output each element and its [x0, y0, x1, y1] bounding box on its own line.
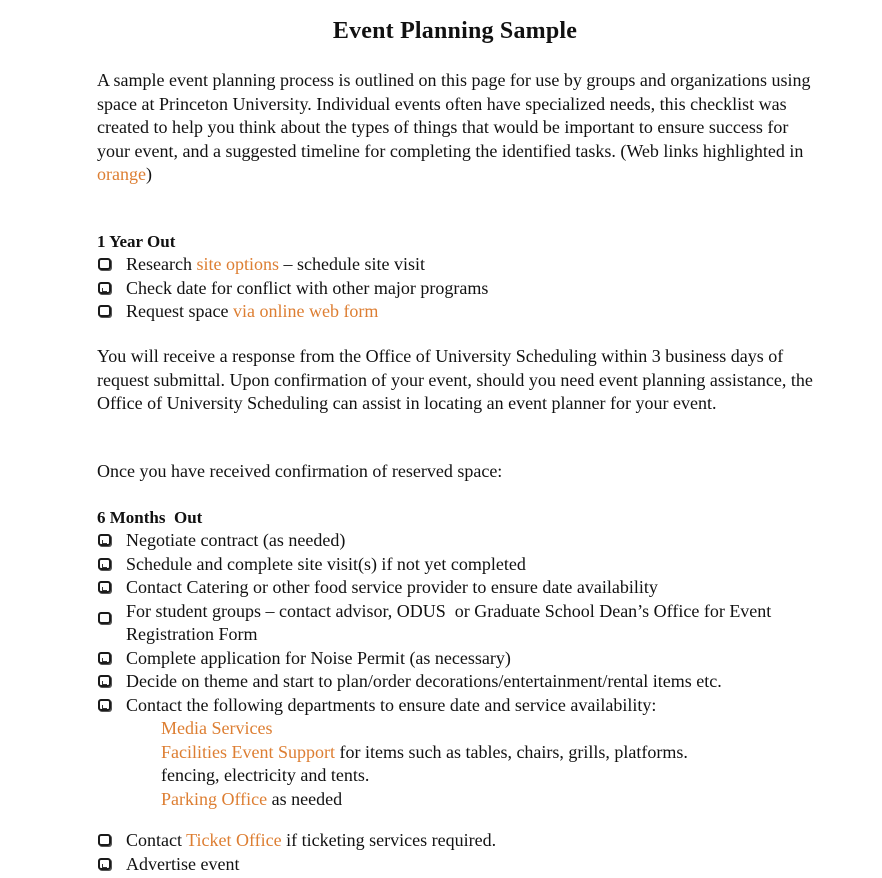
- checkbox-checked-icon[interactable]: [98, 675, 111, 687]
- checklist-item: [97, 829, 817, 853]
- intro-paragraph: [97, 69, 817, 187]
- checklist-item: [97, 529, 817, 553]
- section-heading-6-months: 6 Months Out: [97, 508, 203, 527]
- checkbox-icon[interactable]: [98, 834, 111, 846]
- checkbox-icon[interactable]: [98, 305, 111, 317]
- section-heading-1-year: 1 Year Out: [97, 232, 176, 251]
- item-text-after: if ticketing services required.: [281, 830, 497, 850]
- item-text: Check date for conflict with other major programs: [126, 277, 489, 298]
- item-text: Decide on theme and start to plan/order decorations/entertainment/rental items etc.: [126, 671, 722, 691]
- department-item: [97, 764, 817, 788]
- intro-suffix: ): [145, 164, 152, 184]
- checkbox-checked-icon[interactable]: [98, 581, 111, 593]
- online-web-form-link[interactable]: via online web form: [232, 301, 379, 321]
- facilities-event-support-link[interactable]: Facilities Event Support: [161, 741, 335, 762]
- item-text: Contact: [126, 830, 187, 850]
- site-options-link[interactable]: site options: [196, 254, 279, 274]
- item-text: Contact the following departments to ensure date and service availability:: [126, 694, 657, 715]
- item-text-after: – schedule site visit: [278, 254, 425, 274]
- document-title: Event Planning Sample: [332, 18, 578, 44]
- response-paragraph: You will receive a response from the Office of University Scheduling within 3 business days of request submittal. Upon confirmation of your event, should you need event planning assistance, the Office of University Scheduling can assist in locating an event planner for your event.: [97, 346, 813, 413]
- checklist-item: [97, 300, 817, 324]
- item-text: Complete application for Noise Permit (as necessary): [126, 647, 511, 668]
- media-services-link[interactable]: Media Services: [161, 718, 273, 738]
- checkbox-checked-icon[interactable]: [98, 652, 111, 664]
- checklist-item: [97, 576, 817, 600]
- parking-office-link[interactable]: Parking Office: [161, 788, 268, 809]
- checkbox-checked-icon[interactable]: [98, 534, 111, 546]
- orange-link-sample: orange: [97, 164, 146, 184]
- item-text: For student groups – contact advisor, ODUS or Graduate School Dean’s Office for Event Registration Form: [126, 600, 776, 644]
- checkbox-checked-icon[interactable]: [98, 558, 111, 570]
- department-item: [97, 717, 817, 741]
- item-text: Research: [126, 254, 197, 274]
- ticket-office-link[interactable]: Ticket Office: [186, 830, 282, 850]
- checkbox-icon[interactable]: [98, 258, 111, 270]
- checkbox-checked-icon[interactable]: [98, 699, 111, 711]
- checklist-item: [97, 553, 817, 577]
- department-text: as needed: [267, 788, 343, 809]
- checklist-item: [97, 277, 817, 301]
- checkbox-icon[interactable]: [98, 612, 111, 624]
- checklist-item: [97, 253, 817, 277]
- checklist-item: [97, 647, 817, 671]
- confirmation-paragraph: Once you have received confirmation of reserved space:: [97, 461, 503, 481]
- department-text: fencing, electricity and tents.: [161, 765, 370, 785]
- checkbox-checked-icon[interactable]: [98, 858, 111, 870]
- item-text: Advertise event: [126, 853, 240, 874]
- item-text: Negotiate contract (as needed): [126, 530, 346, 550]
- department-text: for items such as tables, chairs, grills, platforms.: [334, 741, 688, 762]
- checklist-item: [97, 670, 817, 694]
- checklist-item: [97, 600, 817, 647]
- department-item: [97, 741, 817, 765]
- checklist-6-months: [97, 529, 817, 811]
- checklist-6-months-continued: [97, 829, 817, 876]
- checklist-item: [97, 694, 817, 718]
- checklist-1-year: [97, 253, 817, 324]
- item-text: Contact Catering or other food service provider to ensure date availability: [126, 577, 658, 597]
- checklist-item: [97, 853, 817, 877]
- item-text: Schedule and complete site visit(s) if not yet completed: [126, 553, 526, 574]
- department-item: [97, 788, 817, 812]
- checkbox-checked-icon[interactable]: [98, 282, 111, 294]
- intro-text: A sample event planning process is outlined on this page for use by groups and organizations using space at Princeton University. Individual events often have specialized needs, this checklist was created to help you think about the types of things that would be important to ensure success for your event, and a suggested timeline for completing the identified tasks. (Web links highlighted in: [97, 70, 811, 161]
- item-text: Request space: [126, 301, 233, 321]
